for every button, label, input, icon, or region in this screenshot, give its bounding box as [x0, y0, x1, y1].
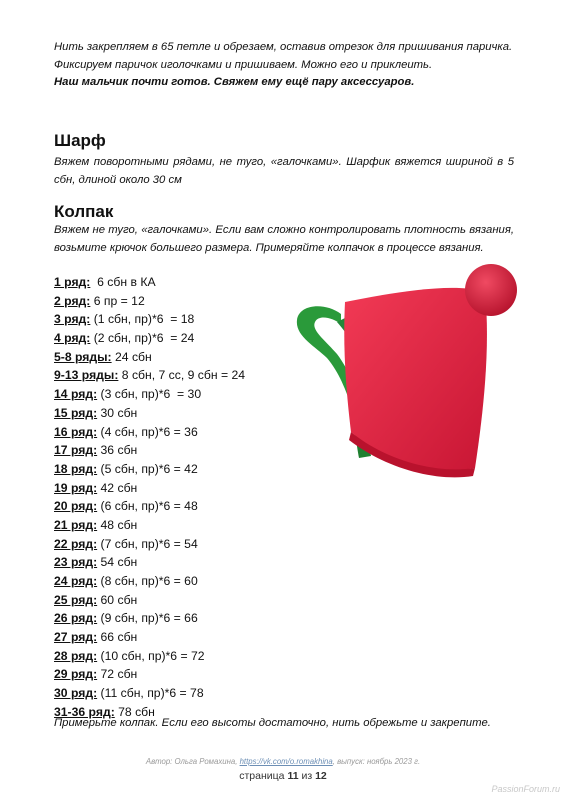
page-separator: из: [298, 770, 316, 782]
hat-row-value: 42 сбн: [97, 480, 138, 495]
hat-row-label: 4 ряд:: [54, 331, 91, 346]
hat-after-text: Примерьте колпак. Если его высоты достаточно, нить обрежьте и закрепите.: [54, 717, 491, 729]
hat-row-label: 22 ряд:: [54, 536, 98, 551]
hat-pompom: [465, 264, 517, 316]
hat-row-label: 28 ряд:: [54, 648, 98, 663]
hat-row-label: 24 ряд:: [54, 574, 98, 588]
site-watermark: PassionForum.ru: [491, 784, 560, 794]
hat-row-value: (8 сбн, пр)*6 = 60: [97, 574, 198, 588]
hat-text: Вяжем не туго, «галочками». Если вам сложно контролировать плотность вязания, возьмите крючок большего размера. Примеряйте колпачок в процессе вязания.: [54, 224, 514, 254]
hat-row: [54, 348, 314, 367]
hat-row-value: (2 сбн, пр)*6 = 24: [90, 331, 195, 346]
page-current: 11: [287, 770, 299, 782]
hat-row-value: 8 сбн, 7 сс, 9 сбн = 24: [118, 368, 246, 383]
scarf-text: Вяжем поворотными рядами, не туго, «галочками». Шарфик вяжется шириной в 5 сбн, длиной около 30 см: [54, 156, 514, 186]
hat-row-label: 19 ряд:: [54, 480, 98, 495]
page-prefix: страница: [239, 770, 288, 782]
hat-row-value: (5 сбн, пр)*6 = 42: [97, 461, 198, 476]
hat-row: [54, 404, 314, 423]
hat-row: [54, 273, 314, 292]
hat-row: [54, 329, 314, 348]
intro-line-1: Нить закрепляем в 65 петле и обрезаем, оставив отрезок для пришивания паричка.: [54, 41, 513, 53]
hat-row-value: 54 сбн: [97, 555, 138, 570]
hat-row-value: 6 пр = 12: [90, 293, 145, 308]
hat-row-value: 60 сбн: [97, 592, 138, 607]
hat-heading: Колпак: [54, 202, 114, 221]
hat-row-value: (1 сбн, пр)*6 = 18: [90, 312, 195, 327]
footer-author-line: [0, 757, 566, 766]
hat-row: [54, 665, 314, 684]
hat-row-label: 17 ряд:: [54, 443, 98, 458]
hat-row-label: 15 ряд:: [54, 405, 98, 420]
hat-row: [54, 516, 314, 535]
hat-row-value: 78 сбн: [114, 704, 155, 719]
hat-row: [54, 609, 314, 628]
hat-row: [54, 628, 314, 647]
hat-row: [54, 441, 314, 460]
hat-row-label: 18 ряд:: [54, 461, 98, 476]
footer-author-link[interactable]: https://vk.com/o.romakhina: [239, 757, 333, 766]
hat-row: [54, 292, 314, 311]
hat-row-value: (4 сбн, пр)*6 = 36: [97, 424, 198, 439]
hat-row-value: (9 сбн, пр)*6 = 66: [97, 611, 198, 626]
hat-row-value: (3 сбн, пр)*6 = 30: [97, 387, 202, 402]
hat-row-label: 20 ряд:: [54, 499, 98, 514]
hat-row-value: 24 сбн: [111, 349, 152, 364]
hat-row: [54, 310, 314, 329]
hat-row-label: 16 ряд:: [54, 424, 98, 439]
hat-row: [54, 497, 314, 516]
hat-row-value: (10 сбн, пр)*6 = 72: [97, 648, 205, 663]
hat-row-value: (11 сбн, пр)*6 = 78: [97, 686, 204, 701]
intro-paragraph: [54, 39, 524, 92]
hat-row-value: 72 сбн: [97, 667, 138, 682]
hat-row-label: 2 ряд:: [54, 293, 91, 308]
hat-row-label: 26 ряд:: [54, 611, 98, 626]
hat-row-label: 3 ряд:: [54, 312, 91, 327]
intro-line-2: Фиксируем паричок иголочками и пришиваем. Можно его и приклеить.: [54, 58, 433, 71]
hat-row-label: 27 ряд:: [54, 630, 98, 645]
hat-row-value: 30 сбн: [97, 405, 138, 420]
hat-rows-list: [54, 273, 314, 722]
hat-row: [54, 684, 314, 703]
hat-row: [54, 385, 314, 404]
hat-row-label: 5-8 ряды:: [54, 349, 112, 364]
hat-row: [54, 423, 314, 442]
hat-row-value: (6 сбн, пр)*6 = 48: [97, 499, 198, 514]
footer-author: Автор: Ольга Ромахина,: [145, 757, 238, 766]
footer-issue: , выпуск: ноябрь 2023 г.: [332, 757, 421, 766]
hat-row-label: 29 ряд:: [54, 667, 98, 682]
hat-row-label: 30 ряд:: [54, 686, 98, 701]
hat-row-value: 48 сбн: [97, 517, 138, 532]
hat-row-value: (7 сбн, пр)*6 = 54: [97, 536, 198, 551]
intro-line-3: Наш мальчик почти готов. Свяжем ему ещё пару аксессуаров.: [54, 76, 415, 88]
page-number: [0, 770, 566, 782]
page-total: 12: [315, 770, 327, 782]
hat-row: [54, 460, 314, 479]
hat-row-label: 25 ряд:: [54, 592, 98, 607]
hat-row-value: 66 сбн: [97, 630, 138, 645]
hat-row-label: 21 ряд:: [54, 517, 98, 532]
hat-row-value: 6 сбн в КА: [90, 275, 156, 289]
hat-row-label: 1 ряд:: [54, 275, 91, 289]
hat-row-value: 36 сбн: [97, 443, 138, 458]
hat-row: [54, 553, 314, 572]
hat-row: [54, 591, 314, 610]
hat-row: [54, 479, 314, 498]
hat-row-label: 9-13 ряды:: [54, 368, 119, 383]
hat-row-label: 23 ряд:: [54, 555, 98, 570]
hat-row: [54, 572, 314, 591]
scarf-heading: Шарф: [54, 131, 106, 150]
hat-row-label: 14 ряд:: [54, 387, 98, 402]
hat-row-label: 31-36 ряд:: [54, 704, 115, 719]
hat-and-scarf-photo: [285, 262, 525, 502]
hat-row: [54, 647, 314, 666]
hat-row: [54, 366, 314, 385]
hat-row: [54, 535, 314, 554]
